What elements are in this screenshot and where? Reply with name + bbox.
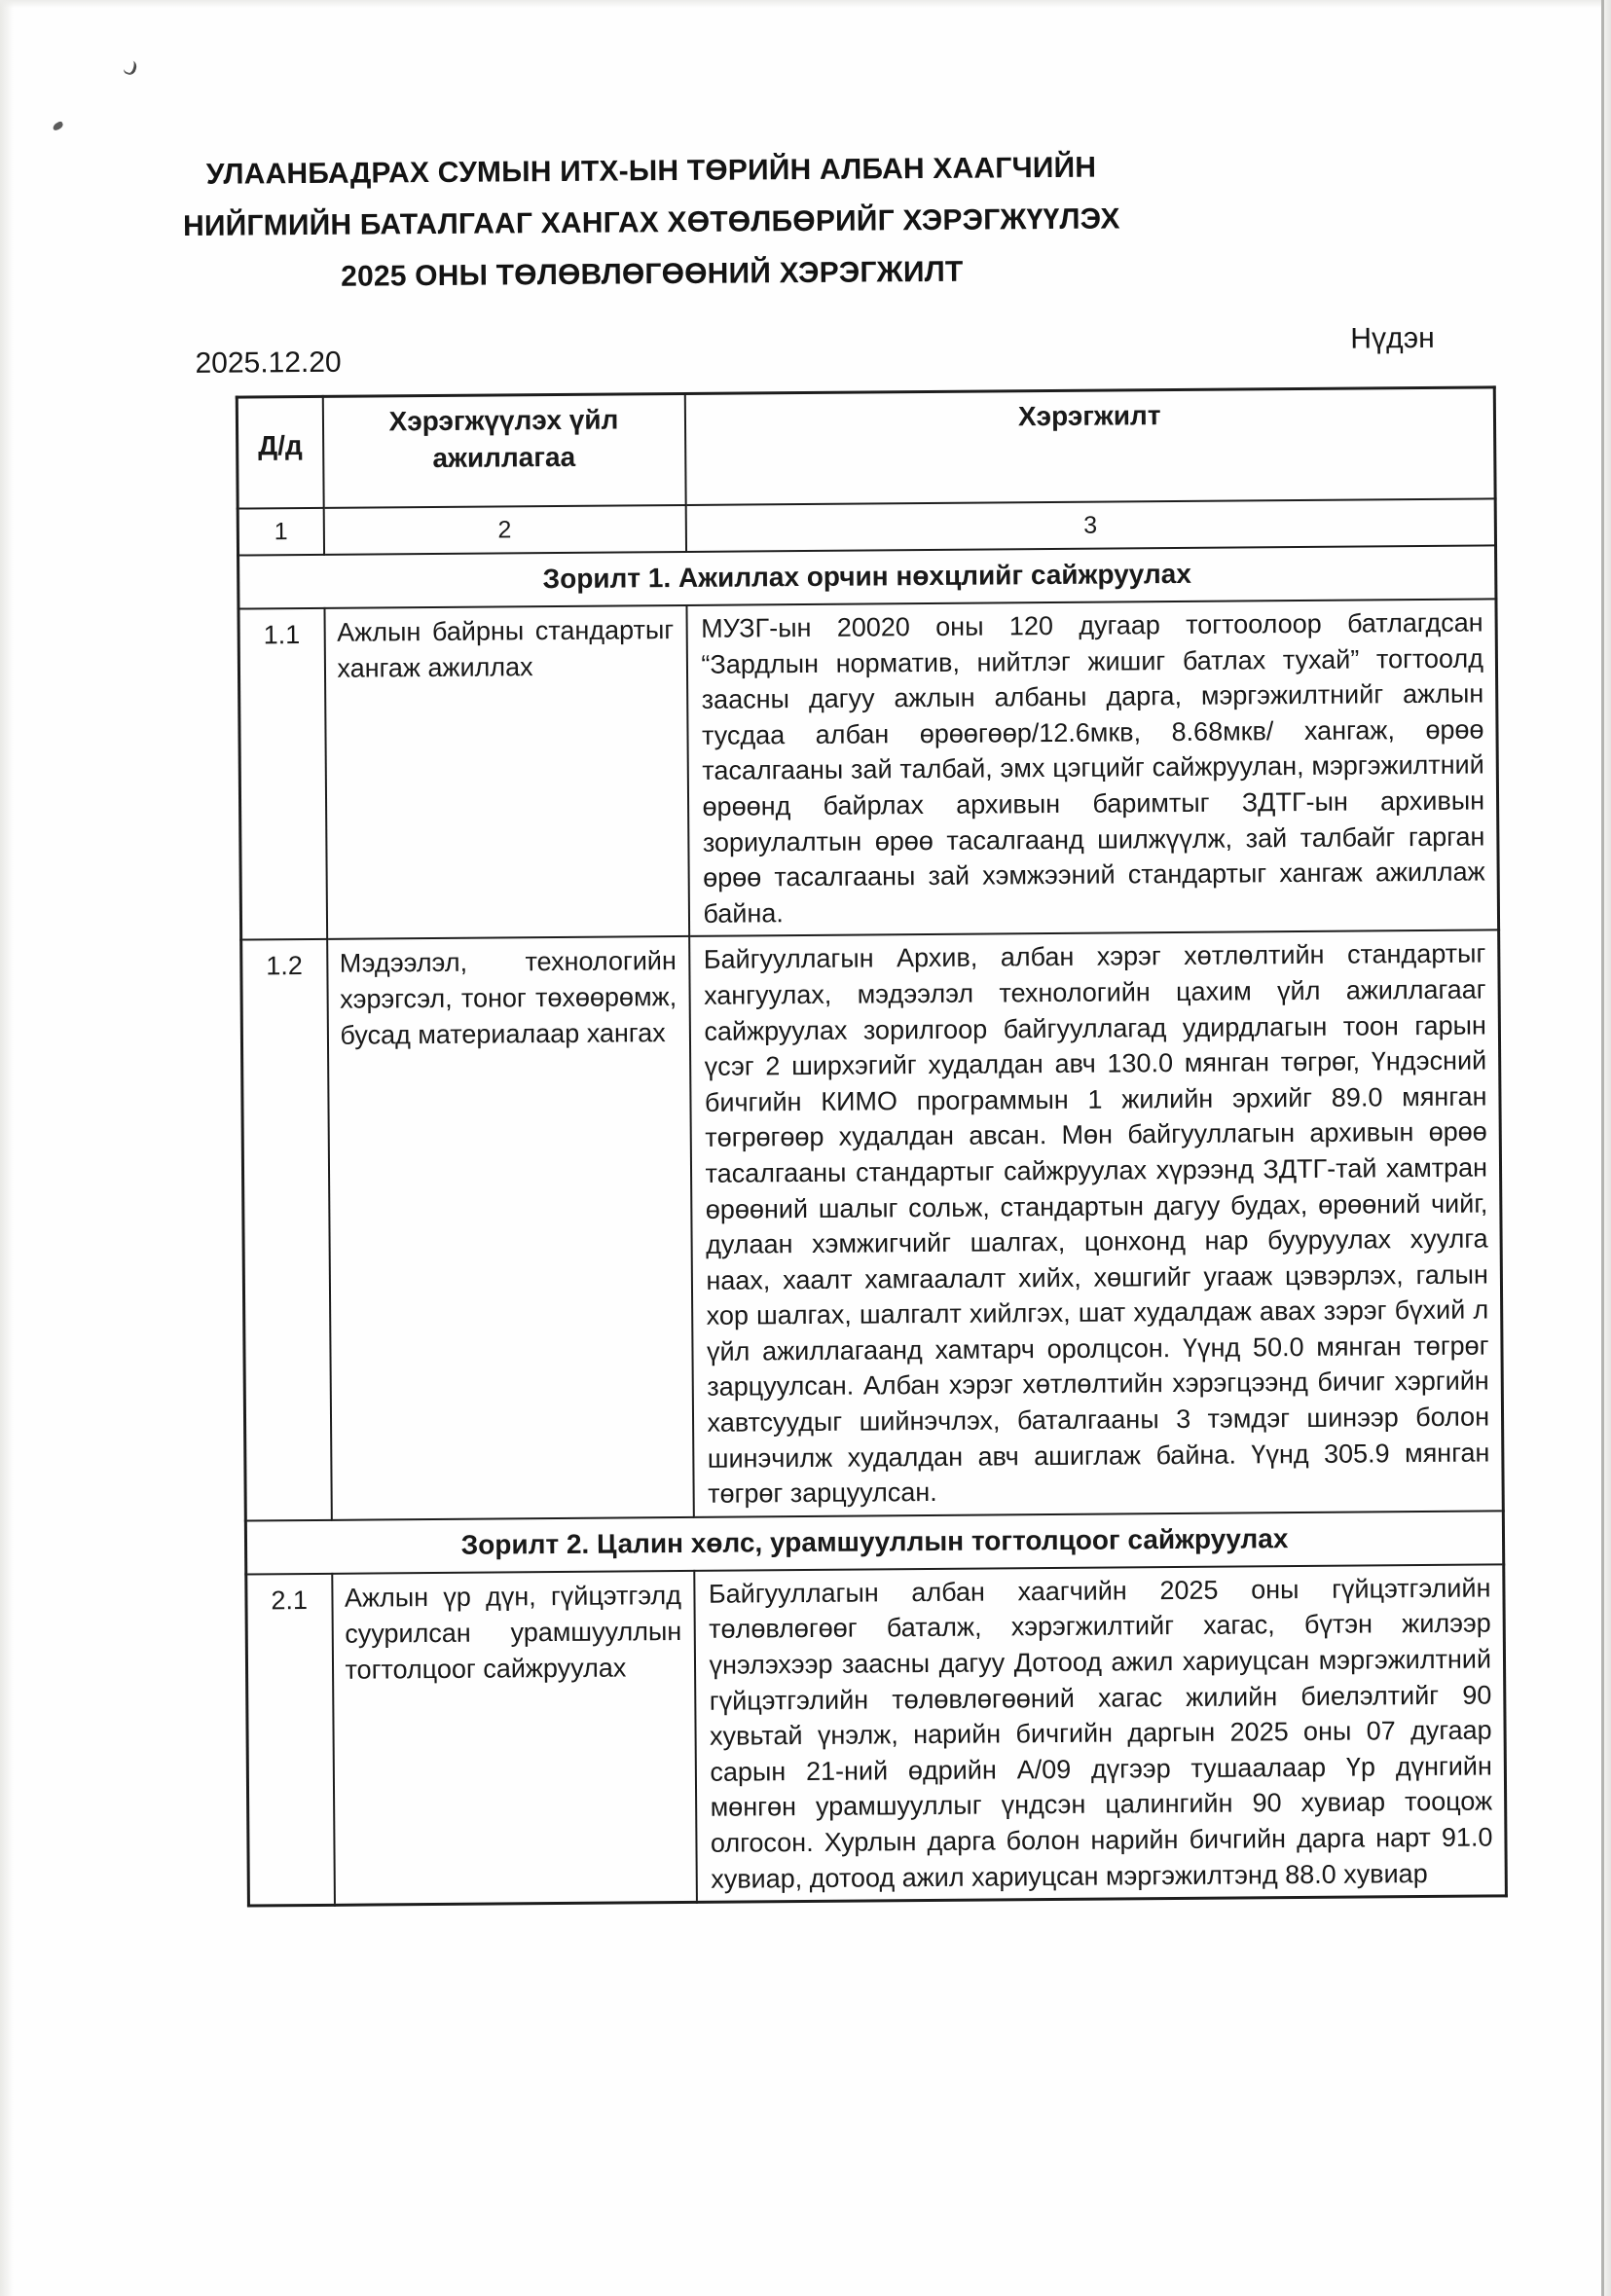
column-number-3: 3	[685, 498, 1495, 552]
row-id: 1.2	[241, 939, 332, 1520]
column-number-1: 1	[238, 508, 323, 556]
implementation-table	[236, 385, 1508, 1907]
table-header-row	[237, 387, 1495, 509]
row-id: 1.1	[238, 608, 327, 940]
document-date: 2025.12.20	[195, 346, 342, 380]
title-line-1: УЛААНБАДРАХ СУМЫН ИТХ-ЫН ТӨРИЙН АЛБАН ХААГЧИЙН	[205, 151, 1097, 191]
row-activity: Ажлын үр дүн, гүйцэтгэлд суурилсан урамшууллын тогтолцоог сайжруулах	[332, 1571, 697, 1906]
row-activity: Мэдээлэл, технологийн хэрэгсэл, тоног төхөөрөмж, бусад материалаар хангах	[327, 936, 694, 1519]
row-implementation: Байгууллагын Архив, албан хэрэг хөтлөлтийн стандартыг хангуулах, мэдээлэл технологийн цахим үйл ажиллагааг сайжруулах зорилгоор байгууллагад удирдлагын тоон гарын үсэг 2 ширхэгийг худалдан авч 130.0 мянган төгрөг, Үндэсний бичгийн КИМО программын 1 жилийн эрхийг 89.0 мянган төгрөгөөр худалдан авсан. Мөн байгууллагын архивын өрөө тасалгааны стандартыг сайжруулах хүрээнд ЗДТГ-тай хамтран өрөөний шалыг сольж, стандартын дагуу будах, өрөөний чийг, дулаан хэмжигчийг шалгах, цонхонд нар бууруулах хуулга наах, хаалт хамгаалалт хийх, хөшгийг угааж цэвэрлэх, галын хор шалгах, шалгалт хийлгэх, шат худалдаж авах зэрэг бүхий л үйл ажиллагаанд хамтарч оролцсон. Үүнд 50.0 мянган төгрөг зарцуулсан. Албан хэрэг хөтлөлтийн хэрэгцээнд бичиг хэргийн хавтсуудыг шийнэчлэх, баталгааны 3 тэмдэг шинээр болон шинэчилж худалдан авч ашиглаж байна. Үүнд 305.9 мянган төгрөг зарцуулсан.	[689, 930, 1504, 1517]
row-id: 2.1	[246, 1574, 335, 1907]
table-row	[238, 599, 1499, 939]
column-number-2: 2	[323, 505, 685, 555]
section-header-goal-2	[245, 1511, 1503, 1574]
section-title: Зорилт 2. Цалин хөлс, урамшууллын тогтолцоог сайжруулах	[245, 1511, 1503, 1574]
table-row	[241, 930, 1504, 1521]
title-line-2: НИЙГМИЙН БАТАЛГААГ ХАНГАХ ХӨТӨЛБӨРИЙГ ХЭРЭГЖҮҮЛЭХ	[182, 202, 1120, 242]
header-cell-implementation: Хэрэгжилт	[684, 387, 1495, 505]
section-title: Зорилт 1. Ажиллах орчин нөхцлийг сайжруулах	[238, 545, 1496, 608]
row-implementation: Байгууллагын албан хаагчийн 2025 оны гүйцэтгэлийн төлөвлөгөөг баталж, хэрэгжилтийг хагас, бүтэн жилээр үнэлэхээр заасны дагуу Дотоод ажил хариуцсан мэргэжилтний гүйцэтгэлийн төлөвлөгөөний хагас жилийн биелэлтийг 90 хувьтай үнэлж, нарийн бичгийн даргын 2025 оны 07 дугаар сарын 21-ний өдрийн А/09 дүгээр тушаалаар Үр дүнгийн мөнгөн урамшууллыг үндсэн цалингийн 90 хувиар тооцож олгосон. Хурлын дарга болон нарийн бичгийн дарга нарт 91.0 хувиар, дотоод ажил хариуцсан мэргэжилтэнд 88.0 хувиар	[694, 1564, 1507, 1902]
row-implementation: МУЗГ-ын 20020 оны 120 дугаар тогтоолоор батлагдсан “Зардлын норматив, нийтлэг жишиг батлах тухай” тогтоолд заасны дагуу ажлын албаны дарга, мэргэжилтнийг ажлын тусдаа албан өрөөгөөр/12.6мкв, 8.68мкв/ хангаж, өрөө тасалгааны зай талбай, эмх цэгцийг сайжруулан, мэргэжилтний өрөөнд байрлах архивын баримтыг ЗДТГ-ын архивын зориулалтын өрөө тасалгаанд шилжүүлж, зай талбайг гарган өрөө тасалгааны зай хэмжээний стандартыг хангаж ажиллаж байна.	[686, 599, 1499, 936]
header-cell-activity: Хэрэгжүүлэх үйл ажиллагаа	[322, 393, 685, 507]
title-line-3: 2025 ОНЫ ТӨЛӨВЛӨГӨӨНИЙ ХЭРЭГЖИЛТ	[340, 255, 964, 293]
row-activity: Ажлын байрны стандартыг хангаж ажиллах	[324, 605, 689, 939]
header-cell-number: Д/д	[237, 396, 323, 508]
document-title	[0, 140, 1309, 306]
section-header-goal-1	[238, 545, 1496, 608]
signer-name: Нүдэн	[1350, 321, 1435, 355]
table-row	[246, 1564, 1507, 1906]
